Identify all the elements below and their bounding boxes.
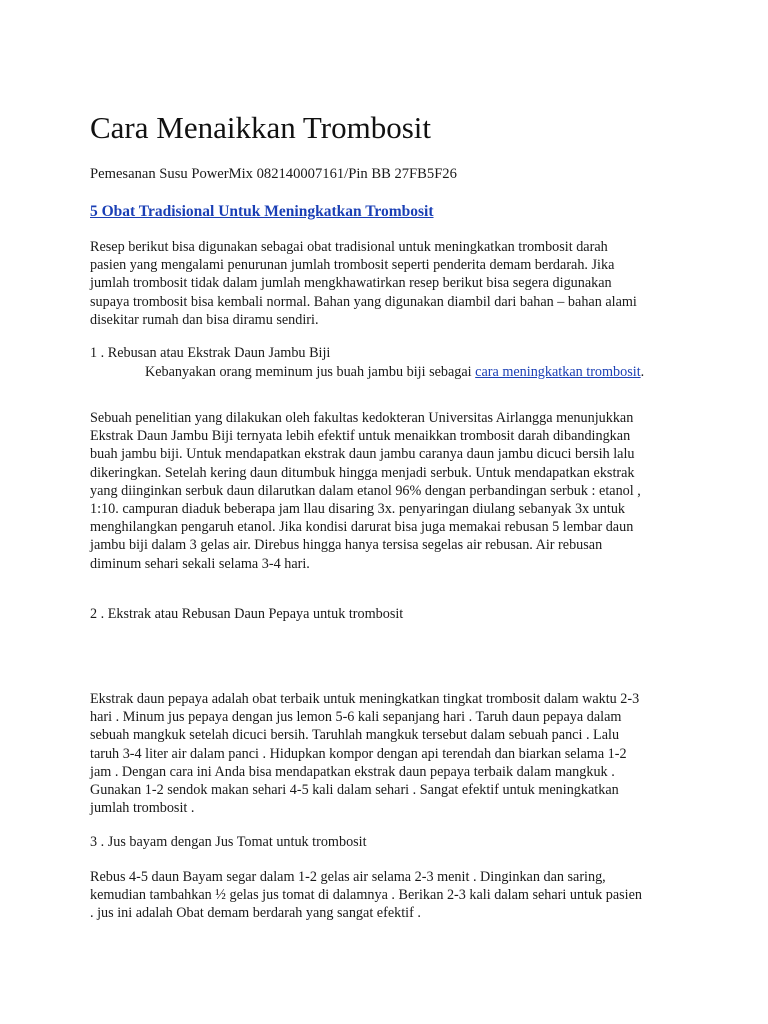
text-line: disekitar rumah dan bisa diramu sendiri. [90, 311, 319, 328]
item-1-intro-text: Kebanyakan orang meminum jus buah jambu biji sebagai [145, 364, 476, 380]
item-1-paragraph [90, 409, 690, 573]
page-title: Cara Menaikkan Trombosit [90, 110, 431, 145]
text-line: taruh 3-4 liter air dalam panci . Hidupkan kompor dengan api terendah dan biarkan selama 1-2 [90, 745, 627, 762]
text-line: Rebus 4-5 daun Bayam segar dalam 1-2 gelas air selama 2-3 menit . Dinginkan dan saring, [90, 869, 606, 885]
text-line: yang diinginkan serbuk daun dilarutkan dalam etanol 96% dengan perbandingan serbuk : etanol , [90, 482, 641, 499]
text-line: hari . Minum jus pepaya dengan jus lemon 5-6 kali sepanjang hari . Taruh daun pepaya dalam [90, 709, 622, 726]
item-1-intro [145, 364, 644, 381]
text-line: buah jambu biji. Untuk mendapatkan ekstrak daun jambu caranya daun jambu dicuci bersih lalu [90, 446, 635, 463]
text-line: jambu biji dalam 3 gelas air. Direbus hingga hanya tersisa segelas air rebusan. Air rebusan [90, 537, 603, 554]
text-line: Gunakan 1-2 sendok makan sehari 4-5 kali dalam sehari . Sangat efektif untuk meningkatkan [90, 782, 619, 799]
text-line: jumlah trombosit . [90, 800, 195, 817]
item-1-heading: 1 . Rebusan atau Ekstrak Daun Jambu Biji [90, 345, 331, 361]
item-3-paragraph [90, 868, 690, 923]
text-line: pasien yang mengalami penurunan jumlah trombosit seperti penderita demam berdarah. Jika [90, 257, 615, 274]
text-line: menghilangkan pengaruh etanol. Jika kondisi darurat bisa juga memakai rebusan 5 lembar daun [90, 519, 634, 536]
text-line: Sebuah penelitian yang dilakukan oleh fakultas kedokteran Universitas Airlangga menunjukkan [90, 410, 634, 426]
text-line: . jus ini adalah Obat demam berdarah yang sangat efektif . [90, 905, 421, 922]
item-2-paragraph [90, 690, 690, 817]
text-line: Ekstrak Daun Jambu Biji ternyata lebih efektif untuk menaikkan trombosit darah dibandingkan [90, 428, 631, 445]
text-line: jam . Dengan cara ini Anda bisa mendapatkan ekstrak daun pepaya terbaik dalam mangkuk . [90, 763, 615, 780]
text-line: kemudian tambahkan ½ gelas jus tomat di dalamnya . Berikan 2-3 kali dalam sehari untuk pasien [90, 887, 642, 904]
text-line: sebuah mangkuk setelah dicuci bersih. Taruhlah mangkuk tersebut dalam sebuah panci . Lalu [90, 727, 620, 744]
order-info: Pemesanan Susu PowerMix 082140007161/Pin BB 27FB5F26 [90, 166, 457, 182]
text-line: 1:10. campuran diaduk beberapa jam llau disaring 3x. penyaringan diulang sebanyak 3x untuk [90, 501, 626, 518]
text-line: Ekstrak daun pepaya adalah obat terbaik untuk meningkatkan tingkat trombosit dalam waktu 2-3 [90, 691, 640, 707]
text-line: diminum sehari sekali selama 3-4 hari. [90, 555, 310, 572]
text-line: supaya trombosit bisa kembali normal. Bahan yang digunakan diambil dari bahan – bahan alami [90, 293, 637, 310]
article-heading-link[interactable]: 5 Obat Tradisional Untuk Meningkatkan Trombosit [90, 203, 434, 220]
intro-paragraph [90, 238, 690, 329]
text-line: jumlah trombosit tidak dalam jumlah mengkhawatirkan resep berikut bisa segera digunakan [90, 275, 612, 292]
item-1-intro-end: . [640, 364, 645, 380]
item-3-heading: 3 . Jus bayam dengan Jus Tomat untuk trombosit [90, 834, 367, 850]
text-line: dikeringkan. Setelah kering daun ditumbuk hingga menjadi serbuk. Untuk mendapatkan ekstrak [90, 464, 635, 481]
trombosit-link[interactable]: cara meningkatkan trombosit [475, 364, 641, 380]
text-line: Resep berikut bisa digunakan sebagai obat tradisional untuk meningkatkan trombosit darah [90, 239, 608, 255]
item-2-heading: 2 . Ekstrak atau Rebusan Daun Pepaya untuk trombosit [90, 606, 404, 622]
